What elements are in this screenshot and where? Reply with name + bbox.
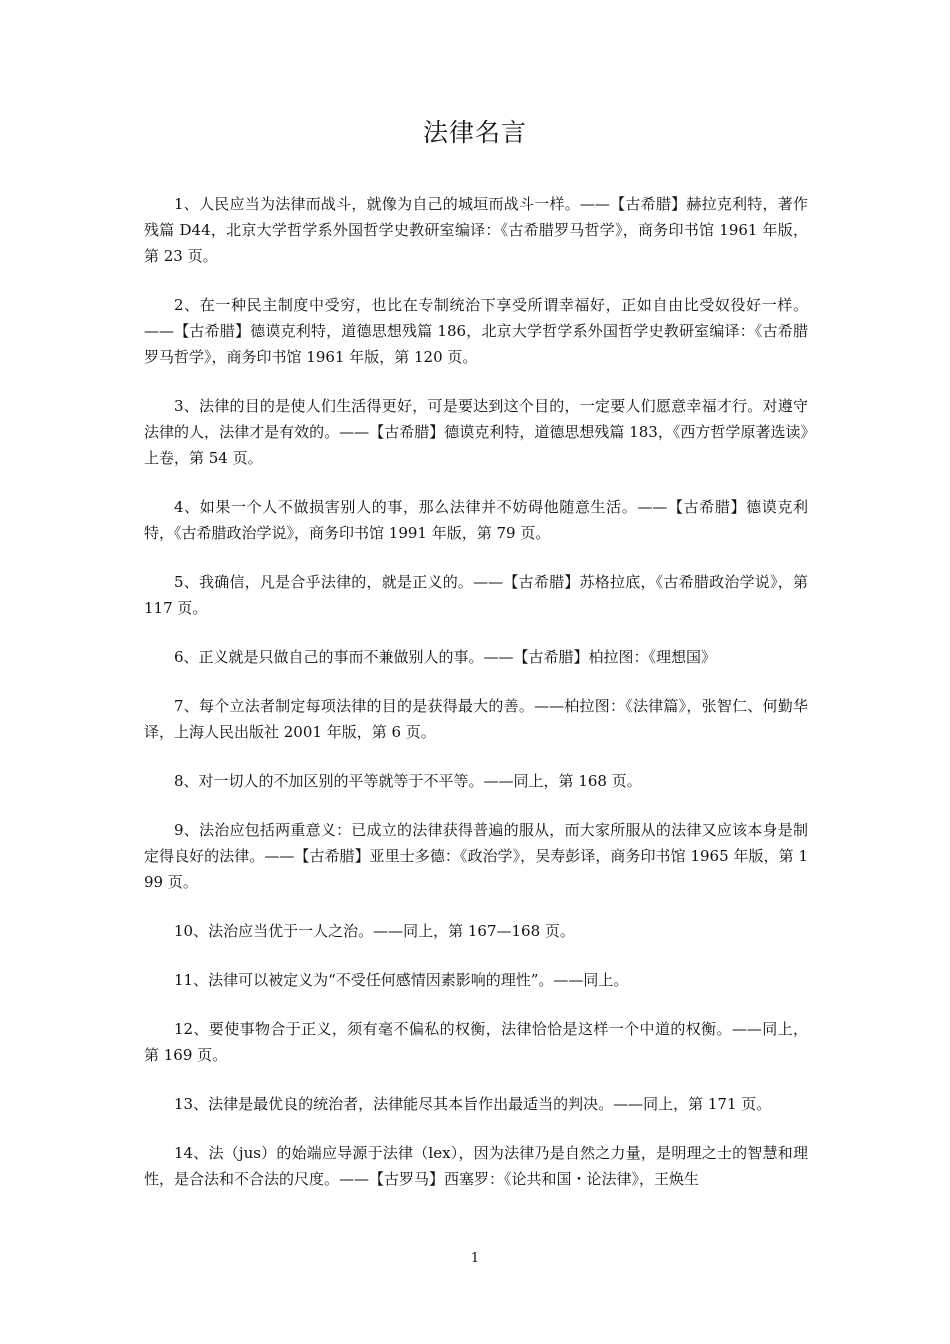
quote-paragraph-7: 7、每个立法者制定每项法律的目的是获得最大的善。——柏拉图：《法律篇》，张智仁、何勤华译，上海人民出版社 2001 年版，第 6 页。 [144, 697, 808, 741]
quote-paragraph-9: 9、法治应包括两重意义：已成立的法律获得普遍的服从，而大家所服从的法律又应该本身是制定得良好的法律。——【古希腊】亚里士多德：《政治学》，吴寿彭译，商务印书馆 1965 年版，第 199 页。 [144, 821, 808, 891]
quote-paragraph-4: 4、如果一个人不做损害别人的事，那么法律并不妨碍他随意生活。——【古希腊】德谟克利特，《古希腊政治学说》，商务印书馆 1991 年版，第 79 页。 [144, 498, 808, 542]
quote-paragraph-12: 12、要使事物合于正义，须有毫不偏私的权衡，法律恰恰是这样一个中道的权衡。——同上，第 169 页。 [144, 1020, 808, 1064]
quote-paragraph-5: 5、我确信，凡是合乎法律的，就是正义的。——【古希腊】苏格拉底，《古希腊政治学说》，第 117 页。 [144, 573, 808, 617]
document-title: 法律名言 [422, 118, 527, 147]
document-body [144, 191, 808, 1215]
quote-paragraph-1: 1、人民应当为法律而战斗，就像为自己的城垣而战斗一样。——【古希腊】赫拉克利特，著作残篇 D44，北京大学哲学系外国哲学史教研室编译：《古希腊罗马哲学》，商务印书馆 1961 年版，第 23 页。 [144, 195, 808, 265]
quote-paragraph-13: 13、法律是最优良的统治者，法律能尽其本旨作出最适当的判决。——同上，第 171 页。 [174, 1095, 772, 1113]
quote-paragraph-3: 3、法律的目的是使人们生活得更好，可是要达到这个目的，一定要人们愿意幸福才行。对遵守法律的人，法律才是有效的。——【古希腊】德谟克利特，道德思想残篇 183，《西方哲学原著选读》上卷，第 54 页。 [144, 397, 808, 467]
quote-paragraph-6: 6、正义就是只做自己的事而不兼做别人的事。——【古希腊】柏拉图：《理想国》 [174, 648, 717, 666]
quote-paragraph-11: 11、法律可以被定义为“不受任何感情因素影响的理性”。——同上。 [174, 971, 629, 989]
quote-paragraph-8: 8、对一切人的不加区别的平等就等于不平等。——同上，第 168 页。 [174, 772, 642, 790]
page-number: 1 [470, 1251, 480, 1266]
quote-paragraph-2: 2、在一种民主制度中受穷，也比在专制统治下享受所谓幸福好，正如自由比受奴役好一样。——【古希腊】德谟克利特，道德思想残篇 186，北京大学哲学系外国哲学史教研室编译：《古希腊罗马哲学》，商务印书馆 1961 年版，第 120 页。 [144, 296, 808, 366]
quote-paragraph-10: 10、法治应当优于一人之治。——同上，第 167—168 页。 [174, 922, 575, 940]
quote-paragraph-14: 14、法（jus）的始端应导源于法律（lex），因为法律乃是自然之力量，是明理之士的智慧和理性，是合法和不合法的尺度。——【古罗马】西塞罗：《论共和国・论法律》，王焕生 [144, 1144, 808, 1188]
